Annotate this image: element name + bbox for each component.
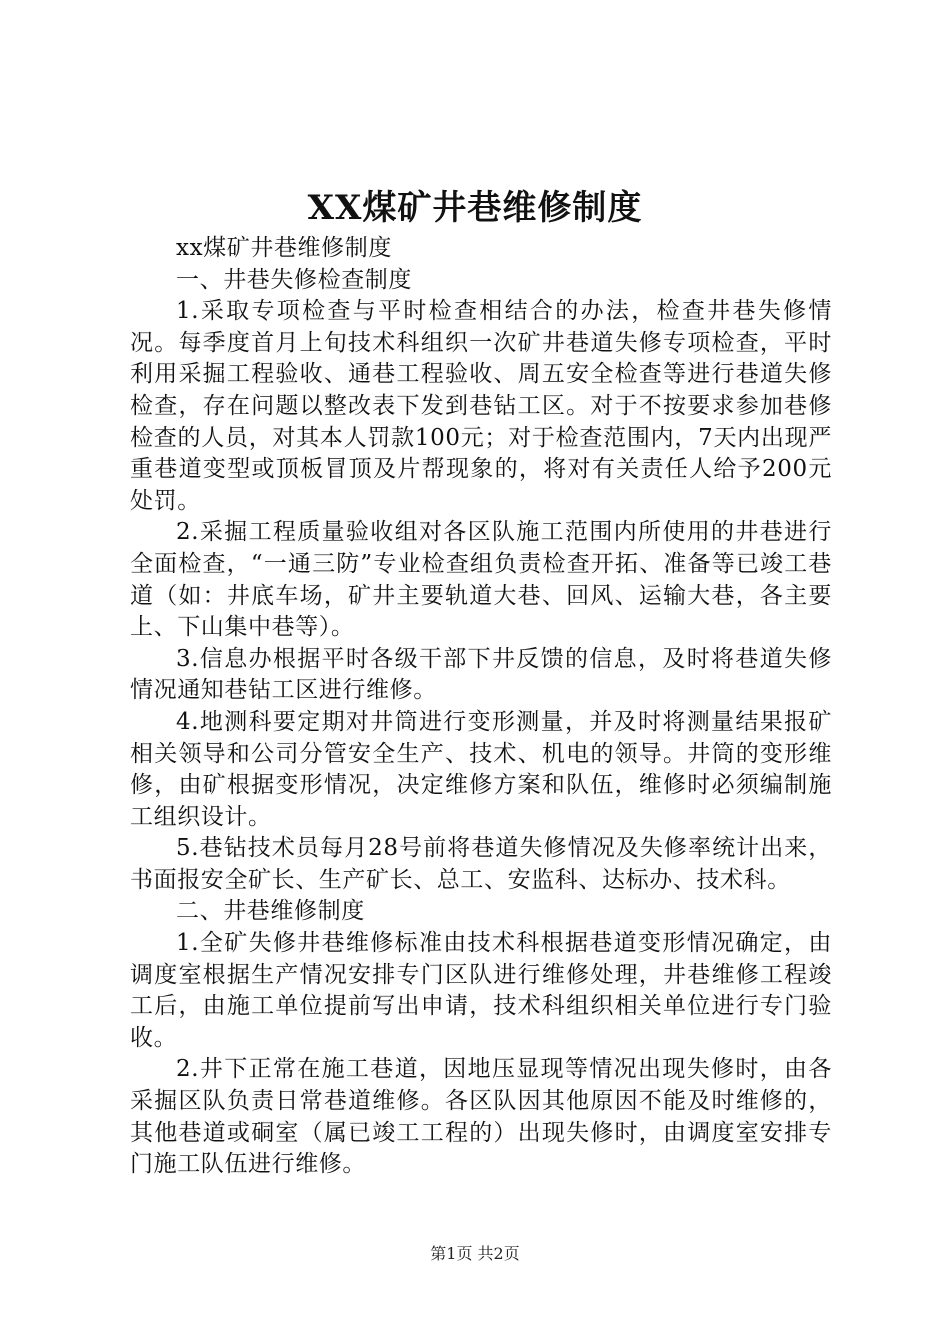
paragraph-maintenance-1: 1.全矿失修井巷维修标准由技术科根据巷道变形情况确定，由调度室根据生产情况安排专门区队进行维修处理，井巷维修工程竣工后，由施工单位提前写出申请，技术科组织相关单位进行专门验收。 [130,930,832,1051]
page-number-footer: 第1页 共2页 [430,1244,520,1263]
paragraph-maintenance-2: 2.井下正常在施工巷道，因地压显现等情况出现失修时，由各采掘区队负责日常巷道维修。各区队因其他原因不能及时维修的，其他巷道或硐室（属已竣工工程的）出现失修时，由调度室安排专门施工队伍进行维修。 [130,1056,832,1178]
paragraph-inspection-1: 1.采取专项检查与平时检查相结合的办法，检查井巷失修情况。每季度首月上旬技术科组织一次矿井巷道失修专项检查，平时利用采掘工程验收、通巷工程验收、周五安全检查等进行巷道失修检查，存在问题以整改表下发到巷钻工区。对于不按要求参加巷修检查的人员，对其本人罚款100元；对于检查范围内，7天内出现严重巷道变型或顶板冒顶及片帮现象的，将对有关责任人给予200元处罚。 [130,298,832,514]
document-body [130,233,832,1181]
paragraph-subtitle: xx煤矿井巷维修制度 [176,235,392,261]
section-heading-inspection: 一、井巷失修检查制度 [176,266,412,293]
section-heading-maintenance: 二、井巷维修制度 [176,898,365,925]
paragraph-inspection-2: 2.采掘工程质量验收组对各区队施工范围内所使用的井巷进行全面检查，“一通三防”专业检查组负责检查开拓、准备等已竣工巷道（如：井底车场，矿井主要轨道大巷、回风、运输大巷，各主要上、下山集中巷等）。 [130,519,832,641]
paragraph-inspection-5: 5.巷钻技术员每月28号前将巷道失修情况及失修率统计出来，书面报安全矿长、生产矿长、总工、安监科、达标办、技术科。 [130,835,832,893]
paragraph-inspection-3: 3.信息办根据平时各级干部下井反馈的信息，及时将巷道失修情况通知巷钻工区进行维修。 [130,645,832,704]
document-title: XX煤矿井巷维修制度 [307,188,643,228]
paragraph-inspection-4: 4.地测科要定期对井筒进行变形测量，并及时将测量结果报矿相关领导和公司分管安全生产、技术、机电的领导。井筒的变形维修，由矿根据变形情况，决定维修方案和队伍，维修时必须编制施工组织设计。 [130,708,832,830]
